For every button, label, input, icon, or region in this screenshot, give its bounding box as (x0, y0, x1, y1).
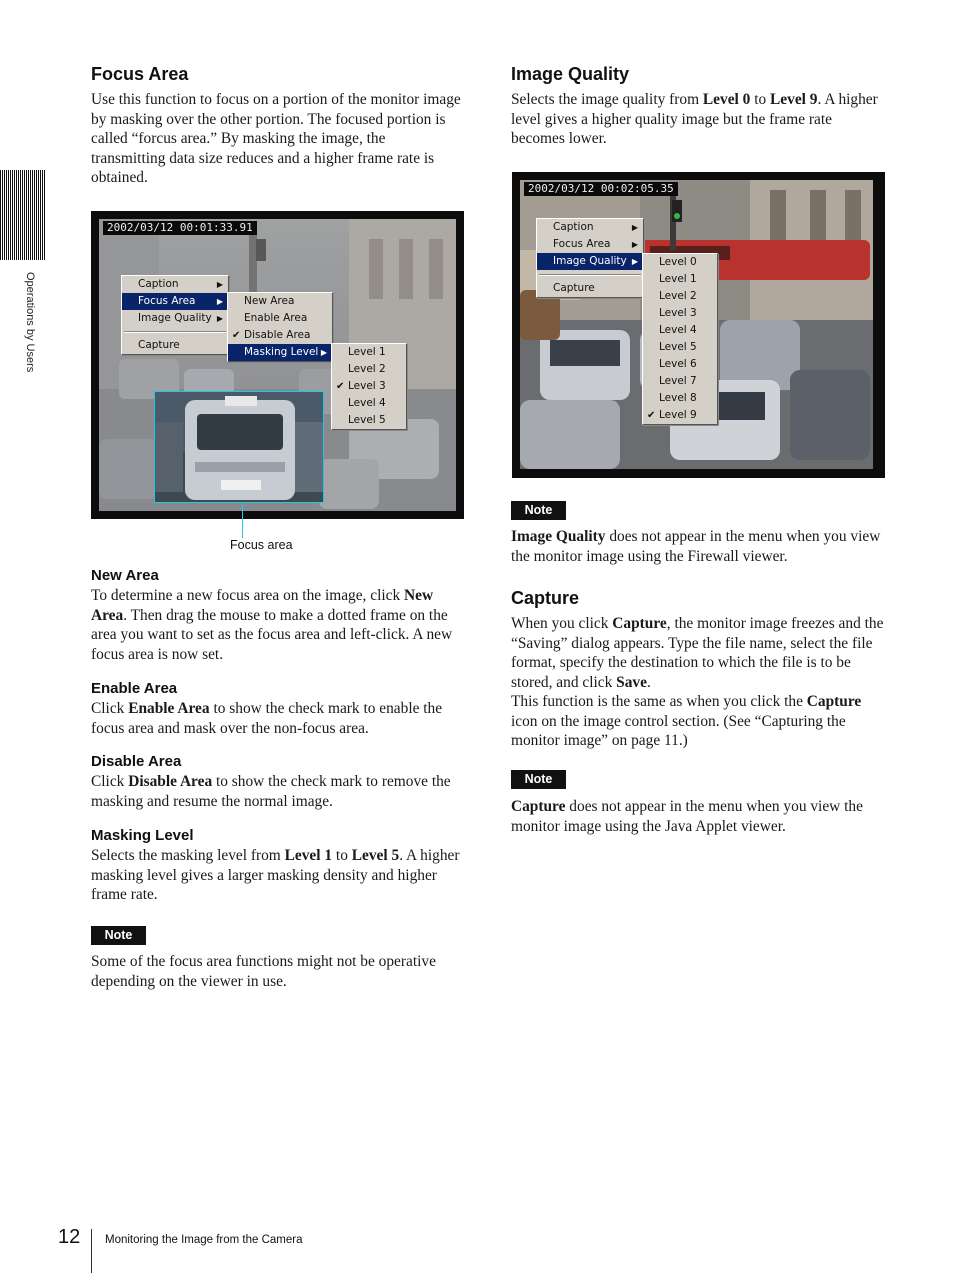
menu-item-level-5[interactable]: Level 5 (348, 414, 386, 426)
camera-image (520, 180, 873, 469)
menu-item-capture[interactable]: Capture (138, 339, 180, 351)
menu-item-image-quality[interactable]: Image Quality ▶ (537, 253, 643, 270)
menu-item-new-area[interactable]: New Area (244, 295, 295, 307)
sidebar-section-label: Operations by Users (24, 272, 36, 373)
timestamp-overlay: 2002/03/12 00:01:33.91 (103, 221, 257, 235)
submenu-arrow-icon: ▶ (216, 280, 223, 289)
check-icon: ✔ (232, 330, 241, 341)
image-quality-screenshot (512, 172, 885, 478)
menu-item-disable-area[interactable]: ✔ Disable Area (228, 327, 332, 344)
menu-item-level-8[interactable]: Level 8 (659, 392, 697, 404)
context-menu-main (536, 218, 644, 298)
note-badge: Note (511, 770, 566, 789)
focus-area-box[interactable] (154, 391, 324, 503)
section-thumb-index (0, 170, 46, 260)
menu-item-level-9[interactable]: ✔ Level 9 (643, 407, 717, 424)
new-area-heading: New Area (91, 567, 159, 584)
menu-item-level-2[interactable]: Level 2 (659, 290, 697, 302)
menu-item-focus-area[interactable]: Focus Area ▶ (537, 236, 643, 253)
menu-item-enable-area[interactable]: Enable Area (244, 312, 308, 324)
masking-level-heading: Masking Level (91, 827, 194, 844)
submenu-arrow-icon: ▶ (631, 240, 638, 249)
image-quality-text: Selects the image quality from Level 0 to Level 9. A higher level gives a higher quality image but the frame rate becomes lower. (511, 91, 878, 147)
check-icon: ✔ (647, 410, 656, 421)
submenu-arrow-icon: ▶ (631, 257, 638, 266)
capture-text: When you click Capture, the monitor image freezes and the “Saving” dialog appears. Type the file name, select the file format, specify the destination to which the file is to be stored, and click Save. This function is the same as when you click the Capture icon on the image control section. (See “Capturing the monitor image” on page 11.) (511, 615, 884, 749)
submenu-arrow-icon: ▶ (320, 348, 327, 357)
menu-item-level-3[interactable]: ✔ Level 3 (332, 378, 406, 395)
focus-area-heading: Focus Area (91, 64, 189, 84)
menu-item-level-5[interactable]: Level 5 (659, 341, 697, 353)
note-badge: Note (91, 926, 146, 945)
disable-area-text: Click Disable Area to show the check mark to remove the masking and resume the normal image. (91, 773, 451, 810)
note-text-image-quality: Image Quality does not appear in the menu when you view the monitor image using the Firewall viewer. (511, 528, 881, 565)
camera-image (99, 219, 456, 511)
submenu-arrow-icon: ▶ (216, 314, 223, 323)
menu-item-level-7[interactable]: Level 7 (659, 375, 697, 387)
menu-item-capture[interactable]: Capture (553, 282, 595, 294)
menu-separator (539, 274, 641, 276)
menu-item-level-1[interactable]: Level 1 (659, 273, 697, 285)
menu-item-level-3[interactable]: Level 3 (659, 307, 697, 319)
context-menu-focus-area (227, 292, 333, 362)
timestamp-overlay: 2002/03/12 00:02:05.35 (524, 182, 678, 196)
menu-separator (124, 331, 226, 333)
figure-caption-focus-area: Focus area (230, 538, 293, 552)
capture-heading: Capture (511, 588, 580, 608)
enable-area-text: Click Enable Area to show the check mark to enable the focus area and mask over the non-focus area. (91, 700, 443, 737)
menu-item-level-4[interactable]: Level 4 (348, 397, 386, 409)
enable-area-heading: Enable Area (91, 680, 178, 697)
context-menu-masking-level (331, 343, 407, 430)
masking-level-text: Selects the masking level from Level 1 to Level 5. A higher masking level gives a larger masking density and higher frame rate. (91, 847, 460, 903)
menu-item-caption[interactable]: Caption ▶ (537, 219, 643, 236)
menu-item-level-0[interactable]: Level 0 (659, 256, 697, 268)
disable-area-heading: Disable Area (91, 753, 182, 770)
note-text-focus-area: Some of the focus area functions might not be operative depending on the viewer in use. (91, 953, 436, 990)
menu-item-level-1[interactable]: Level 1 (348, 346, 386, 358)
menu-item-masking-level[interactable]: Masking Level ▶ (228, 344, 332, 361)
menu-item-caption[interactable]: Caption ▶ (122, 276, 228, 293)
submenu-arrow-icon: ▶ (216, 297, 223, 306)
caption-leader-line (242, 505, 243, 538)
menu-item-level-2[interactable]: Level 2 (348, 363, 386, 375)
note-text-capture: Capture does not appear in the menu when you view the monitor image using the Java Applet viewer. (511, 798, 863, 835)
menu-item-image-quality[interactable]: Image Quality ▶ (122, 310, 228, 327)
new-area-text: To determine a new focus area on the image, click New Area. Then drag the mouse to make a dotted frame on the area you want to set as the focus area and left-click. A new focus area is now set. (91, 587, 453, 663)
menu-item-level-4[interactable]: Level 4 (659, 324, 697, 336)
submenu-arrow-icon: ▶ (631, 223, 638, 232)
image-quality-heading: Image Quality (511, 64, 630, 84)
check-icon: ✔ (336, 381, 345, 392)
menu-item-level-6[interactable]: Level 6 (659, 358, 697, 370)
menu-item-focus-area[interactable]: Focus Area ▶ (122, 293, 228, 310)
context-menu-image-quality (642, 253, 718, 425)
focus-area-image (155, 392, 323, 502)
note-badge: Note (511, 501, 566, 520)
footer-divider (91, 1229, 92, 1273)
context-menu-main (121, 275, 229, 355)
page-number: 12 (58, 1226, 81, 1248)
footer-section-title: Monitoring the Image from the Camera (105, 1234, 303, 1246)
focus-area-screenshot (91, 211, 464, 519)
focus-area-intro: Use this function to focus on a portion of the monitor image by masking over the other portion. The focused portion is called “forcus area.” By masking the image, the transmitting data size reduces and a higher frame rate is obtained. (91, 91, 461, 186)
